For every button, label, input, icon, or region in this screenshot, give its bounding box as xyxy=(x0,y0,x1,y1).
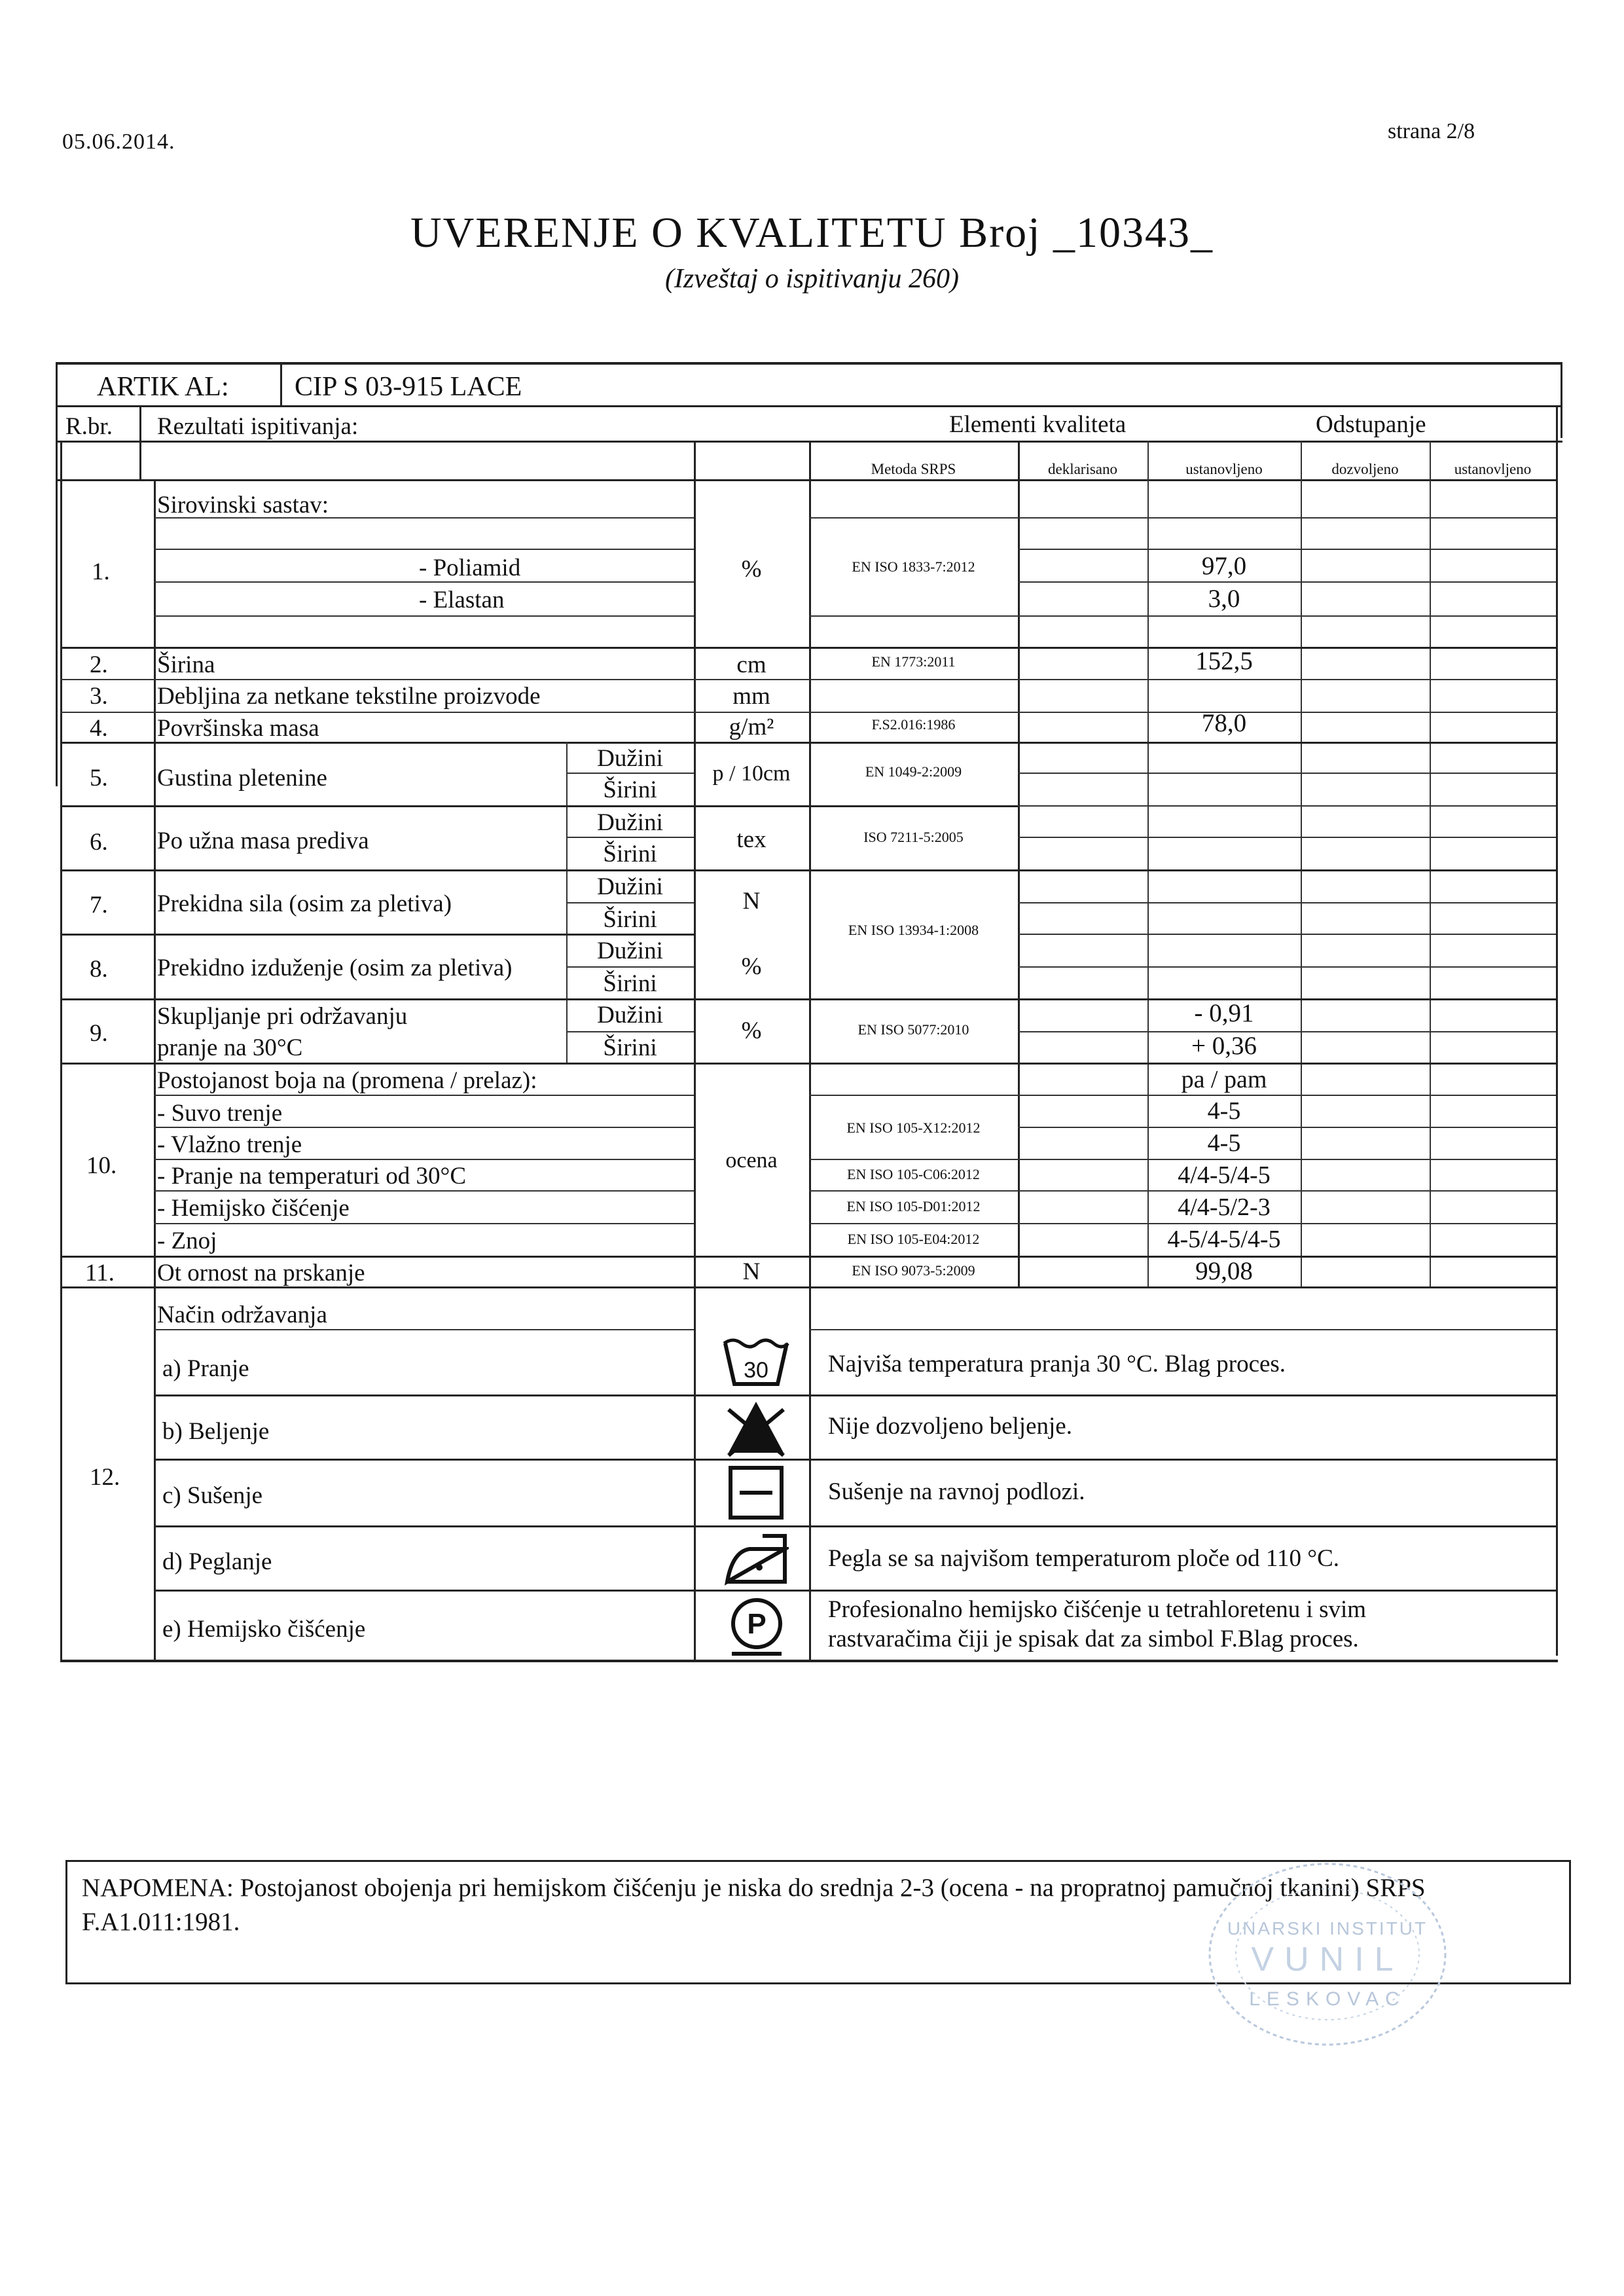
table-right-border-upper xyxy=(1561,362,1562,438)
no-bleach-icon xyxy=(723,1398,789,1457)
row-10-number: 10. xyxy=(86,1152,117,1179)
row-4-name: Površinska masa xyxy=(157,715,319,742)
row-8-unit: % xyxy=(741,953,762,980)
row-8-direction-length: Dužini xyxy=(597,938,663,964)
document-date: 05.06.2014. xyxy=(62,130,175,154)
row-8-name: Prekidno izduženje (osim za pletiva) xyxy=(157,955,513,981)
row-5-number: 5. xyxy=(90,765,108,792)
row-10-item-dry-cleaning: - Hemijsko čišćenje xyxy=(157,1195,350,1222)
row-1-sub-elastan: - Elastan xyxy=(419,587,505,613)
row-9-number: 9. xyxy=(90,1020,108,1047)
row-1-sub-poliamid: - Poliamid xyxy=(419,555,521,581)
header-allowed: dozvoljeno xyxy=(1331,461,1399,477)
care-drying-label: c) Sušenje xyxy=(162,1482,263,1509)
row-1-value-elastan: 3,0 xyxy=(1208,585,1240,613)
header-results: Rezultati ispitivanja: xyxy=(157,413,359,440)
row-10-dry-cleaning-method: EN ISO 105-D01:2012 xyxy=(846,1198,981,1214)
row-10-item-dry-rub: - Suvo trenje xyxy=(157,1100,283,1127)
row-11-value: 99,08 xyxy=(1195,1257,1253,1285)
document-title: UVERENJE O KVALITETU Broj _10343_ xyxy=(410,209,1214,257)
row-12-title: Način održavanja xyxy=(157,1302,327,1328)
row-2-value: 152,5 xyxy=(1195,647,1253,675)
row-7-unit: N xyxy=(742,888,761,915)
row-3-number: 3. xyxy=(90,683,108,710)
care-washing-label: a) Pranje xyxy=(162,1355,249,1382)
row-10-item-washing: - Pranje na temperaturi od 30°C xyxy=(157,1163,467,1190)
iron-110-icon xyxy=(723,1529,789,1587)
row-2-method: EN 1773:2011 xyxy=(871,653,956,670)
row-2-name: Širina xyxy=(157,651,215,678)
row-10-value-wet-rub: 4-5 xyxy=(1207,1129,1241,1157)
header-declared: deklarisano xyxy=(1047,461,1117,477)
row-4-value: 78,0 xyxy=(1201,709,1247,737)
header-rbr: R.br. xyxy=(65,413,113,440)
row-6-unit: tex xyxy=(736,826,767,853)
table-right-border xyxy=(1556,405,1558,1656)
row-5-method: EN 1049-2:2009 xyxy=(865,763,962,780)
row-7-8-method: EN ISO 13934-1:2008 xyxy=(848,922,979,938)
row-9-name-line2: pranje na 30°C xyxy=(157,1034,303,1061)
row-1-method: EN ISO 1833-7:2012 xyxy=(852,558,975,575)
document-subtitle: (Izveštaj o ispitivanju 260) xyxy=(664,264,960,294)
svg-text:LESKOVAC: LESKOVAC xyxy=(1249,1988,1406,2010)
row-6-method: ISO 7211-5:2005 xyxy=(863,829,964,845)
row-1-value-poliamid: 97,0 xyxy=(1201,552,1247,580)
row-7-direction-width: Širini xyxy=(603,906,657,933)
page-number: strana 2/8 xyxy=(1388,119,1475,143)
row-10-rub-method: EN ISO 105-X12:2012 xyxy=(846,1120,981,1136)
care-drying-description: Sušenje na ravnoj podlozi. xyxy=(828,1478,1085,1505)
svg-text:VUNIL: VUNIL xyxy=(1251,1941,1404,1978)
header-established: ustanovljeno xyxy=(1185,461,1263,477)
row-9-name-line1: Skupljanje pri održavanju xyxy=(157,1003,408,1030)
note-text: NAPOMENA: Postojanost obojenja pri hemijskom čišćenju je niska do srednja 2-3 (ocena - na propratnoj pamučnoj tkanini) SRPS F.A1.011:1981. xyxy=(82,1874,1426,1936)
row-10-title: Postojanost boja na (promena / prelaz): xyxy=(157,1067,537,1094)
row-7-name: Prekidna sila (osim za pletiva) xyxy=(157,890,452,917)
care-dry-cleaning-label: e) Hemijsko čišćenje xyxy=(162,1616,366,1643)
row-10-item-wet-rub: - Vlažno trenje xyxy=(157,1131,302,1158)
row-10-value-washing: 4/4-5/4-5 xyxy=(1178,1161,1271,1189)
row-3-unit: mm xyxy=(732,683,770,710)
row-10-value-dry-rub: 4-5 xyxy=(1207,1097,1241,1125)
row-6-number: 6. xyxy=(90,829,108,856)
header-established-2: ustanovljeno xyxy=(1454,461,1532,477)
row-11-number: 11. xyxy=(85,1260,115,1286)
care-bleaching-description: Nije dozvoljeno beljenje. xyxy=(828,1413,1072,1440)
table-left-border-upper xyxy=(56,362,58,786)
row-1-unit: % xyxy=(741,556,762,583)
row-4-number: 4. xyxy=(90,715,108,742)
header-deviation: Odstupanje xyxy=(1316,411,1426,438)
row-12-number: 12. xyxy=(90,1464,120,1491)
care-dry-cleaning-description-line1: Profesionalno hemijsko čišćenje u tetrahloretenu i svim xyxy=(828,1596,1367,1623)
row-2-number: 2. xyxy=(90,651,108,678)
care-ironing-description: Pegla se sa najvišom temperaturom ploče od 110 °C. xyxy=(828,1545,1340,1572)
care-dry-cleaning-description-line2: rastvaračima čiji je spisak dat za simbol F.Blag proces. xyxy=(828,1626,1359,1652)
svg-text:UNARSKI INSTITUT: UNARSKI INSTITUT xyxy=(1227,1918,1428,1939)
dry-flat-icon xyxy=(727,1464,785,1522)
header-method: Metoda SRPS xyxy=(871,461,956,477)
row-10-value-dry-cleaning: 4/4-5/2-3 xyxy=(1178,1194,1271,1221)
row-10-washing-method: EN ISO 105-C06:2012 xyxy=(847,1166,980,1182)
row-10-value-header: pa / pam xyxy=(1181,1066,1267,1093)
row-10-sweat-method: EN ISO 105-E04:2012 xyxy=(847,1231,980,1247)
dry-clean-p-icon xyxy=(725,1595,788,1658)
row-3-name: Debljina za netkane tekstilne proizvode xyxy=(157,683,541,710)
row-10-item-sweat: - Znoj xyxy=(157,1228,217,1254)
row-5-name: Gustina pletenine xyxy=(157,765,327,792)
row-5-unit: p / 10cm xyxy=(712,761,791,786)
wash-30-icon xyxy=(720,1336,792,1389)
row-9-method: EN ISO 5077:2010 xyxy=(857,1021,969,1038)
row-5-direction-length: Dužini xyxy=(597,745,663,772)
row-10-value-sweat: 4-5/4-5/4-5 xyxy=(1167,1226,1281,1253)
row-9-value-length: - 0,91 xyxy=(1194,999,1254,1027)
row-10-unit: ocena xyxy=(725,1148,778,1173)
table-bottom-border xyxy=(60,1660,1558,1662)
row-2-unit: cm xyxy=(736,651,767,678)
dry-clean-letter: P xyxy=(747,1608,767,1640)
row-8-direction-width: Širini xyxy=(603,970,657,997)
row-7-direction-length: Dužini xyxy=(597,873,663,900)
care-washing-description: Najviša temperatura pranja 30 °C. Blag proces. xyxy=(828,1351,1286,1377)
row-6-name: Po užna masa prediva xyxy=(157,828,369,854)
row-4-unit: g/m² xyxy=(729,714,774,740)
row-4-method: F.S2.016:1986 xyxy=(871,716,956,733)
row-6-direction-width: Širini xyxy=(603,841,657,867)
row-6-direction-length: Dužini xyxy=(597,809,663,836)
row-5-direction-width: Širini xyxy=(603,776,657,803)
row-1-title: Sirovinski sastav: xyxy=(157,492,329,519)
row-11-name: Ot ornost na prskanje xyxy=(157,1260,365,1286)
care-bleaching-label: b) Beljenje xyxy=(162,1418,270,1445)
row-9-direction-width: Širini xyxy=(603,1034,657,1061)
row-7-number: 7. xyxy=(90,892,108,919)
article-label: ARTIK AL: xyxy=(97,372,229,402)
row-11-unit: N xyxy=(742,1258,761,1285)
article-value: CIP S 03-915 LACE xyxy=(295,372,522,402)
row-11-method: EN ISO 9073-5:2009 xyxy=(852,1262,975,1279)
row-9-unit: % xyxy=(741,1017,762,1044)
row-8-number: 8. xyxy=(90,956,108,983)
row-9-direction-length: Dužini xyxy=(597,1002,663,1029)
institute-stamp xyxy=(1203,1856,1452,2052)
wash-temperature: 30 xyxy=(744,1358,768,1383)
table-left-border xyxy=(60,441,62,1662)
care-ironing-label: d) Peglanje xyxy=(162,1548,272,1575)
row-1-number: 1. xyxy=(92,558,110,585)
row-9-value-width: + 0,36 xyxy=(1191,1032,1257,1060)
header-elements: Elementi kvaliteta xyxy=(949,411,1127,438)
